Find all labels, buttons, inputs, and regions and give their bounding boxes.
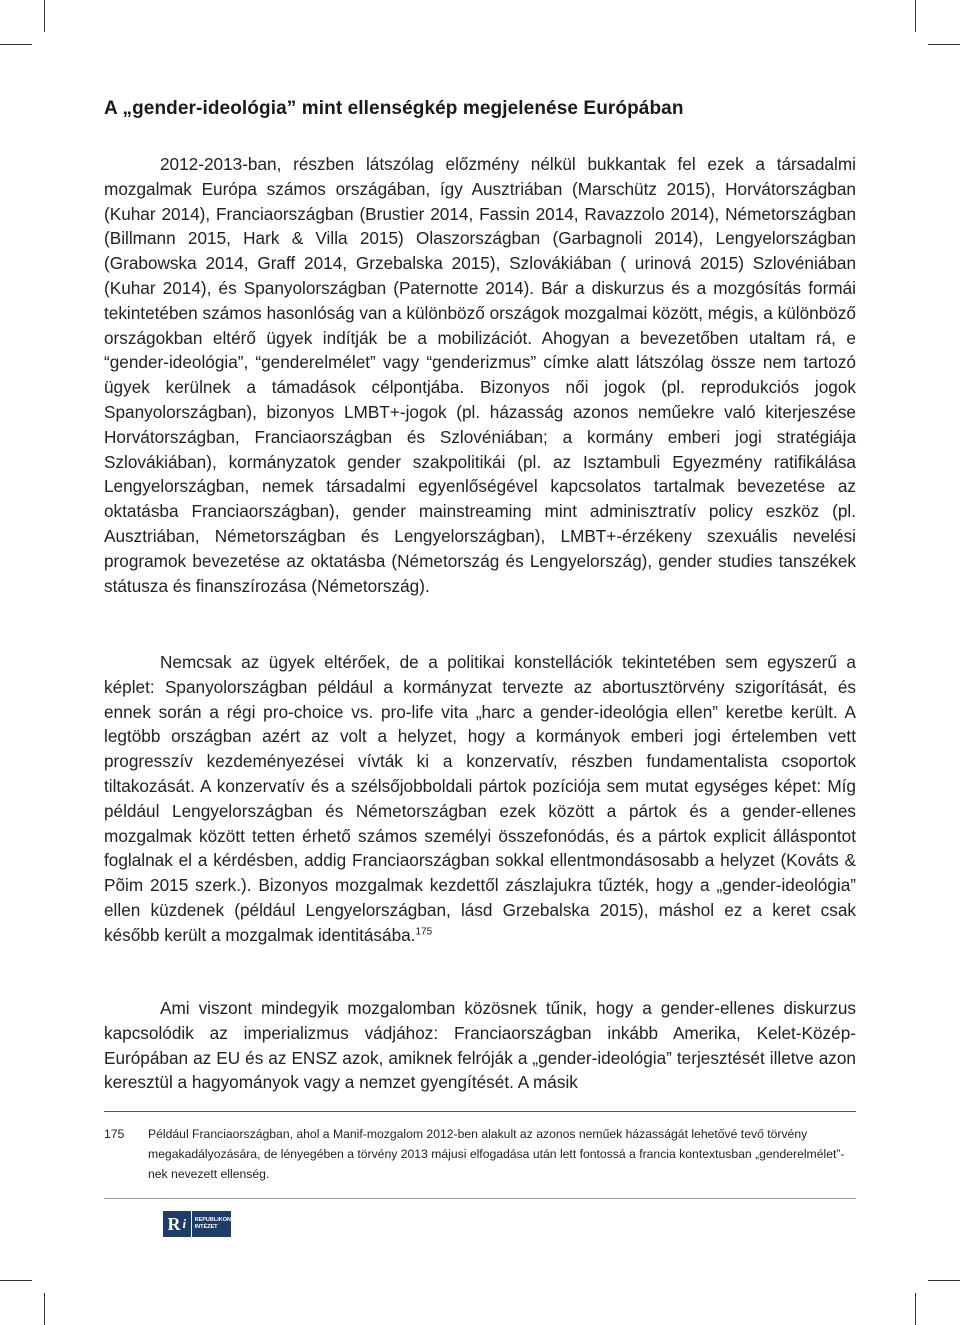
logo-text (192, 1217, 231, 1231)
republikon-logo (163, 1211, 231, 1237)
logo-mark-r: R (167, 1213, 181, 1234)
footnote-divider (104, 1111, 856, 1112)
crop-mark-bottom-left-h (0, 1280, 32, 1281)
logo-mark (163, 1211, 192, 1237)
crop-mark-top-right (915, 0, 916, 32)
body-paragraph-3: Ami viszont mindegyik mozgalomban közösnek tűnik, hogy a gender-ellenes diskurzus kapcsolódik az imperializmus vádjához: Franciaországban inkább Amerika, Kelet-Közép-Európában az EU és az ENSZ azok, amiknek felróják a „gender-ideológia” terjesztését illetve azon keresztül a hagyományok vagy a nemzet gyengítését. A másik (104, 998, 856, 1093)
footnote-text: Például Franciaországban, ahol a Manif-mozgalom 2012-ben alakult az azonos neműek házasságát lehetővé tevő törvény megakadályozására, de lényegében a törvény 2013 májusi elfogadása után lett fontossá a francia kontextusban „genderelmélet”-nek nevezett ellenség. (148, 1127, 845, 1181)
body-paragraph-2 (104, 650, 856, 948)
body-paragraph-1: 2012-2013-ban, részben látszólag előzmény nélkül bukkantak fel ezek a társadalmi mozgalmak Európa számos országában, így Ausztriában (Marschütz 2015), Horvátországban (Kuhar 2014), Franciaországban (Brustier 2014, Fassin 2014, Ravazzolo 2014), Németországban (Billmann 2015, Hark & Villa 2015) Olaszországban (Garbagnoli 2014), Lengyelországban (Grabowska 2014, Graff 2014, Grzebalska 2015), Szlovákiában ( urinová 2015) Szlovéniában (Kuhar 2014), és Spanyolországban (Paternotte 2014). Bár a diskurzus és a mozgósítás formái tekintetében számos hasonlóság van a különböző országok mozgalmai között, mégis, a különböző országokban eltérő ügyek indítják be a mobilizációt. Ahogyan a bevezetőben utaltam rá, e “gender-ideológia”, “genderelmélet” vagy “genderizmus” címke alatt látszólag össze nem tartozó ügyek kerülnek a támadások célpontjába. Bizonyos női jogok (pl. reprodukciós jogok Spanyolországban), bizonyos LMBT+-jogok (pl. házasság azonos neműekre való kiterjeszése Horvátországban, Franciaországban és Szlovéniában; a kormány emberi jogi stratégiája Szlovákiában), kormányzatok gender szakpolitikái (pl. az Isztambuli Egyezmény ratifikálása Lengyelországban, nemek társadalmi egyenlőségével kapcsolatos tartalmak bevezetése az oktatásba Franciaországban), gender mainstreaming mint adminisztratív policy eszköz (pl. Ausztriában, Németországban és Lengyelországban), LMBT+-érzékeny szexuális nevelési programok bevezetése az oktatásba (Németország és Lengyelország), gender studies tanszékek státusza és finanszírozása (Németország). (104, 154, 856, 596)
crop-mark-top-left (44, 0, 45, 32)
logo-line-2: INTÉZET (194, 1224, 218, 1230)
crop-mark-bottom-left (44, 1293, 45, 1325)
footer-divider (104, 1198, 856, 1199)
crop-mark-top-right-h (928, 44, 960, 45)
crop-mark-bottom-right (915, 1293, 916, 1325)
logo-line-1: REPUBLIKON (194, 1217, 231, 1223)
section-heading: A „gender-ideológia” mint ellenségkép megjelenése Európában (104, 98, 684, 119)
crop-mark-top-left-h (0, 44, 32, 45)
logo-mark-i: i (182, 1216, 187, 1231)
body-paragraph-2-text: Nemcsak az ügyek eltérőek, de a politikai konstellációk tekintetében sem egyszerű a képlet: Spanyolországban például a kormányzat tervezte az abortusztörvény szigorítását, és ennek során a régi pro-choice vs. pro-life vita „harc a gender-ideológia ellen” keretbe került. A legtöbb országban azért az volt a helyzet, hogy a kormányok emberi jogi értelemben vett progresszív kezdeményezései vívták ki a konzervatív, részben fundamentalista csoportok tiltakozását. A konzervatív és a szélsőjobboldali pártok pozíciója sem mutat egységes képet: Míg például Lengyelországban és Németországban ezek között a pártok és a gender-ellenes mozgalmak között tetten érhető számos személyi összefonódás, és a pártok explicit álláspontot foglalnak el a kérdésben, addig Franciaországban sokkal ellentmondásosabb a helyzet (Kováts & Põim 2015 szerk.). Bizonyos mozgalmak kezdettől zászlajukra tűzték, hogy a „gender-ideológia” ellen küzdenek (például Lengyelországban, lásd Grzebalska 2015), máshol ez a keret csak később került a mozgalmak identitásába. (104, 652, 856, 945)
crop-mark-bottom-right-h (928, 1280, 960, 1281)
footnote-reference[interactable]: 175 (415, 926, 433, 938)
footnote-number: 175 (104, 1127, 125, 1141)
